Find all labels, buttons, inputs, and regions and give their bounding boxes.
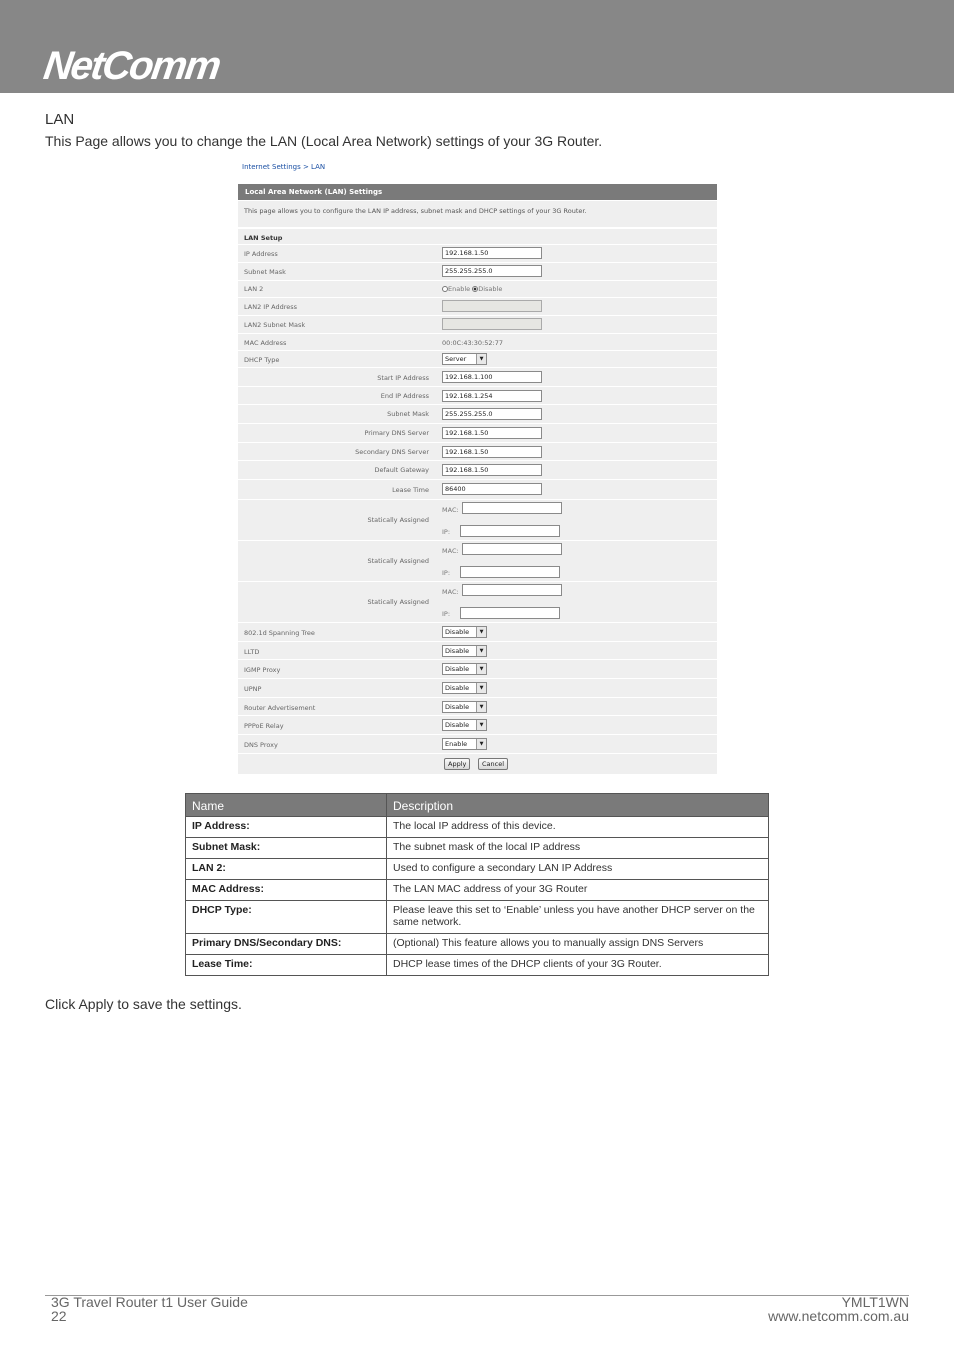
guide-title: 3G Travel Router t1 User Guide — [51, 1294, 248, 1310]
settings-description-table — [185, 793, 769, 976]
lan2-radio-group — [442, 285, 502, 293]
upnp-label: UPNP — [244, 685, 262, 693]
stp-label: 802.1d Spanning Tree — [244, 629, 315, 637]
intro-text: This Page allows you to change the LAN (Local Area Network) settings of your 3G Router. — [45, 133, 603, 149]
apply-button[interactable]: Apply — [444, 758, 470, 770]
lltd-row — [238, 641, 717, 659]
row-description: The subnet mask of the local IP address — [387, 838, 769, 859]
static-assign-row — [238, 540, 717, 581]
igmp-label: IGMP Proxy — [244, 666, 281, 674]
router-adv-label: Router Advertisement — [244, 704, 316, 712]
end-ip-label: End IP Address — [380, 392, 429, 400]
row-description: Please leave this set to ‘Enable’ unless you have another DHCP server on the same network. — [387, 901, 769, 934]
igmp-row — [238, 659, 717, 678]
table-row — [186, 859, 769, 880]
row-description: The LAN MAC address of your 3G Router — [387, 880, 769, 901]
table-row — [186, 934, 769, 955]
chevron-down-icon: ▼ — [476, 739, 486, 749]
static-ip-label: IP: — [442, 569, 451, 577]
website-link[interactable]: www.netcomm.com.au — [768, 1308, 909, 1324]
static-ip-label: IP: — [442, 610, 451, 618]
pppoe-value: Disable — [445, 721, 470, 729]
breadcrumb[interactable]: Internet Settings > LAN — [242, 163, 326, 171]
footer-right — [768, 1295, 909, 1323]
secondary-dns-row — [238, 442, 717, 460]
header-bar — [0, 0, 954, 93]
upnp-select[interactable] — [442, 682, 487, 694]
lan2-label: LAN 2 — [244, 285, 264, 293]
row-description: The local IP address of this device. — [387, 817, 769, 838]
dhcp-type-value: Server — [445, 355, 467, 363]
dns-proxy-select[interactable] — [442, 738, 487, 750]
default-gateway-label: Default Gateway — [374, 466, 429, 474]
dhcp-type-select[interactable] — [442, 353, 487, 365]
column-header-name: Name — [186, 794, 387, 817]
igmp-select[interactable] — [442, 663, 487, 675]
static-ip-input[interactable] — [460, 566, 560, 578]
default-gateway-input[interactable]: 192.168.1.50 — [442, 464, 542, 476]
primary-dns-row — [238, 423, 717, 442]
static-mac-label: MAC: — [442, 547, 459, 555]
start-ip-label: Start IP Address — [377, 374, 429, 382]
static-mac-input[interactable] — [462, 584, 562, 596]
router-adv-select[interactable] — [442, 701, 487, 713]
primary-dns-label: Primary DNS Server — [364, 429, 429, 437]
start-ip-row — [238, 367, 717, 386]
chevron-down-icon: ▼ — [476, 646, 486, 656]
chevron-down-icon: ▼ — [476, 627, 486, 637]
primary-dns-input[interactable]: 192.168.1.50 — [442, 427, 542, 439]
table-row — [186, 901, 769, 934]
chevron-down-icon: ▼ — [476, 664, 486, 674]
dns-proxy-value: Enable — [445, 740, 468, 748]
secondary-dns-label: Secondary DNS Server — [355, 448, 429, 456]
action-row — [238, 753, 717, 774]
static-ip-label: IP: — [442, 528, 451, 536]
chevron-down-icon: ▼ — [476, 683, 486, 693]
stp-select[interactable] — [442, 626, 487, 638]
cancel-button[interactable]: Cancel — [478, 758, 508, 770]
lan2-subnet-input — [442, 318, 542, 330]
action-buttons — [444, 758, 524, 772]
stp-value: Disable — [445, 628, 470, 636]
lan2-disable-label: Disable — [478, 285, 503, 293]
igmp-value: Disable — [445, 665, 470, 673]
router-adv-value: Disable — [445, 703, 470, 711]
mac-address-label: MAC Address — [244, 339, 287, 347]
lease-time-row — [238, 479, 717, 499]
upnp-value: Disable — [445, 684, 470, 692]
static-mac-input[interactable] — [462, 543, 562, 555]
static-assign-row — [238, 499, 717, 540]
static-mac-input[interactable] — [462, 502, 562, 514]
static-ip-input[interactable] — [460, 607, 560, 619]
dns-proxy-label: DNS Proxy — [244, 741, 278, 749]
stp-row — [238, 622, 717, 641]
end-ip-input[interactable]: 192.168.1.254 — [442, 390, 542, 402]
static-ip-input[interactable] — [460, 525, 560, 537]
lltd-label: LLTD — [244, 648, 260, 656]
row-description: (Optional) This feature allows you to manually assign DNS Servers — [387, 934, 769, 955]
row-name: DHCP Type: — [186, 901, 387, 934]
netcomm-logo: NetComm — [40, 44, 223, 88]
row-name: LAN 2: — [186, 859, 387, 880]
row-description: DHCP lease times of the DHCP clients of your 3G Router. — [387, 955, 769, 976]
subnet-mask-input[interactable]: 255.255.255.0 — [442, 265, 542, 277]
start-ip-input[interactable]: 192.168.1.100 — [442, 371, 542, 383]
dhcp-type-label: DHCP Type — [244, 356, 280, 364]
ip-address-row — [238, 244, 717, 262]
subnet-mask-row — [238, 262, 717, 280]
panel-title: Local Area Network (LAN) Settings — [238, 184, 717, 200]
upnp-row — [238, 678, 717, 697]
router-adv-row — [238, 697, 717, 715]
lltd-value: Disable — [445, 647, 470, 655]
lan2-row — [238, 280, 717, 297]
pppoe-select[interactable] — [442, 719, 487, 731]
static-assign-label: Statically Assigned — [367, 516, 429, 524]
row-description: Used to configure a secondary LAN IP Address — [387, 859, 769, 880]
lease-time-label: Lease Time — [392, 486, 429, 494]
lan2-ip-row — [238, 297, 717, 315]
default-gateway-row — [238, 460, 717, 479]
table-row — [186, 880, 769, 901]
static-assign-label: Statically Assigned — [367, 557, 429, 565]
pppoe-label: PPPoE Relay — [244, 722, 284, 730]
footer-left — [51, 1295, 248, 1323]
row-name: IP Address: — [186, 817, 387, 838]
panel-description: This page allows you to configure the LAN IP address, subnet mask and DHCP settings of your 3G Router. — [238, 201, 717, 227]
end-ip-row — [238, 386, 717, 404]
column-header-description: Description — [387, 794, 769, 817]
lan2-enable-label: Enable — [448, 285, 471, 293]
chevron-down-icon: ▼ — [476, 702, 486, 712]
ip-address-input[interactable]: 192.168.1.50 — [442, 247, 542, 259]
static-assign-row — [238, 581, 717, 622]
secondary-dns-input[interactable]: 192.168.1.50 — [442, 446, 542, 458]
table-row — [186, 817, 769, 838]
lan2-subnet-label: LAN2 Subnet Mask — [244, 321, 306, 329]
table-row — [186, 955, 769, 976]
model-number: YMLT1WN — [841, 1294, 909, 1310]
lan-setup-label: LAN Setup — [244, 234, 283, 242]
static-mac-label: MAC: — [442, 588, 459, 596]
lan-settings-screenshot — [238, 160, 717, 774]
pppoe-row — [238, 715, 717, 734]
lan2-subnet-row — [238, 315, 717, 333]
chevron-down-icon: ▼ — [476, 354, 486, 364]
ip-address-label: IP Address — [244, 250, 278, 258]
lltd-select[interactable] — [442, 645, 487, 657]
lan-setup-row — [238, 228, 717, 244]
subnet-mask-label: Subnet Mask — [244, 268, 286, 276]
static-mac-label: MAC: — [442, 506, 459, 514]
table-header-row — [186, 794, 769, 817]
lan2-ip-label: LAN2 IP Address — [244, 303, 298, 311]
row-name: Lease Time: — [186, 955, 387, 976]
closing-text: Click Apply to save the settings. — [45, 996, 242, 1012]
mac-address-row — [238, 333, 717, 350]
lease-time-input[interactable]: 86400 — [442, 483, 542, 495]
static-assign-label: Statically Assigned — [367, 598, 429, 606]
table-row — [186, 838, 769, 859]
dhcp-subnet-row — [238, 404, 717, 423]
chevron-down-icon: ▼ — [476, 720, 486, 730]
lan2-ip-input — [442, 300, 542, 312]
dns-proxy-row — [238, 734, 717, 753]
section-title: LAN — [45, 111, 75, 128]
dhcp-subnet-label: Subnet Mask — [387, 410, 429, 418]
mac-address-value: 00:0C:43:30:52:77 — [442, 339, 503, 347]
row-name: MAC Address: — [186, 880, 387, 901]
row-name: Subnet Mask: — [186, 838, 387, 859]
row-name: Primary DNS/Secondary DNS: — [186, 934, 387, 955]
page-number: 22 — [51, 1308, 67, 1324]
dhcp-type-row — [238, 350, 717, 367]
dhcp-subnet-input[interactable]: 255.255.255.0 — [442, 408, 542, 420]
